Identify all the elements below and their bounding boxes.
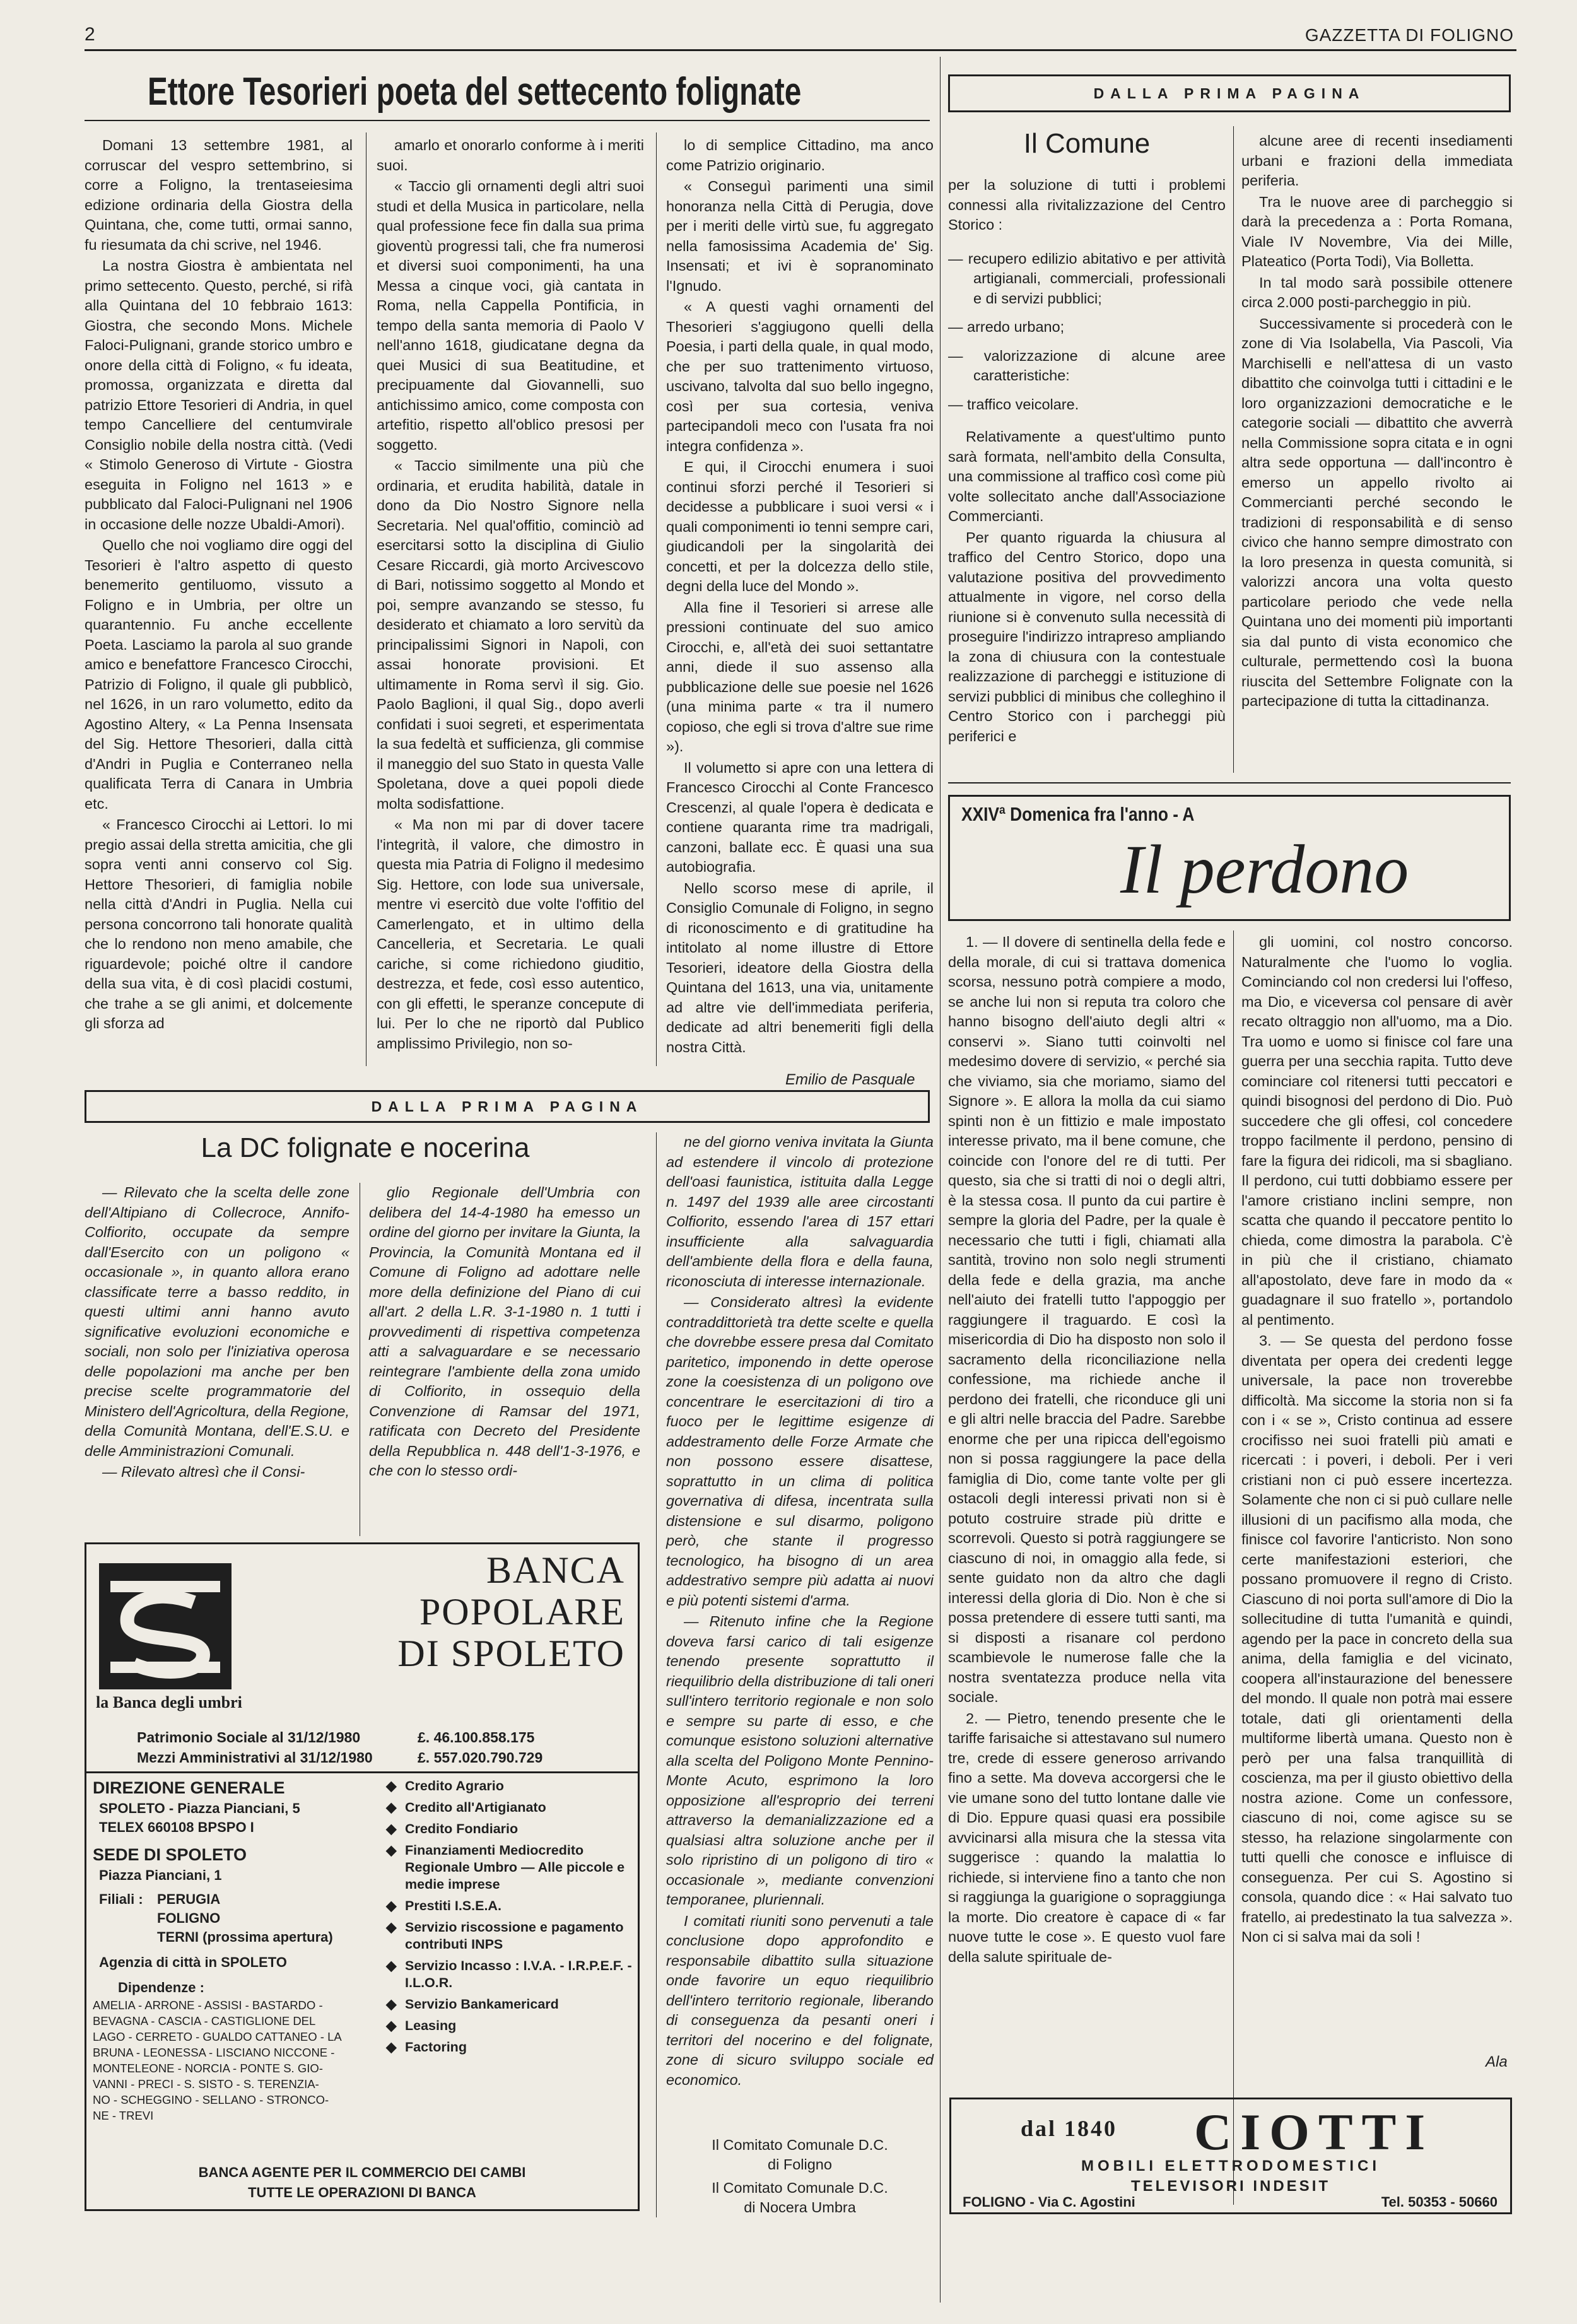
column-divider (656, 132, 657, 1066)
comune-intro: per la soluzione di tutti i problemi connessi alla rivitalizzazione del Centro Storico : (948, 177, 1226, 233)
comune-column-2 (1241, 131, 1513, 775)
dc-title: La DC folignate e nocerina (201, 1132, 530, 1163)
comune-banner (948, 74, 1511, 112)
perdono-title: Il perdono (1120, 831, 1409, 908)
perdono-column-2 (1241, 932, 1513, 2030)
paragraph: — Ritenuto infine che la Regione doveva farsi carico di tali esigenze tenendo presente soprattutto il riequilibrio della distribuzione di tali oneri sull'intero territorio regionale e non solo e sempre su parte di esso, e che comunque esistono soluzioni alternative alla scelta del Poligono Monte Pennino-Monte Acuto, esprimono la loro opposizione all'esproprio dei terreni attraverso la demanializzazione ed a qualsiasi altra soluzione anche per il solo ripristino di un poligono di tiro « occasionale », mediante convenzioni temporanee, pluriennali. (666, 1613, 934, 1908)
banca-ad[interactable] (85, 1542, 640, 2211)
dc-column-3 (666, 1132, 934, 2129)
banca-name-line: BANCA (486, 1549, 625, 1591)
dipendenza-line: VANNI - PRECI - S. SISTO - S. TERENZIA- (93, 2077, 319, 2091)
diamond-bullet-icon: ◆ (386, 1958, 397, 1973)
service-item (386, 1919, 632, 1953)
service-label: Prestiti I.S.E.A. (405, 1898, 501, 1913)
service-label: Credito Agrario (405, 1778, 504, 1793)
tesorieri-column-2 (377, 136, 644, 1082)
signature-line: di Foligno (768, 2156, 832, 2173)
newspaper-name: GAZZETTA DI FOLIGNO (1304, 25, 1514, 45)
banca-logo (99, 1563, 232, 1689)
column-divider (1233, 930, 1234, 2205)
paragraph: Tra le nuove aree di parcheggio si darà la precedenza a : Porta Romana, Viale IV Novembre, Via dei Mille, Plateatico (Porta Todi), Via Bolletta. (1241, 193, 1513, 269)
paragraph: gli uomini, col nostro concorso. Naturalmente che l'uomo lo voglia. Cominciando col non credersi lui l'offeso, ma Dio, e viceversa col pensare di avèr recato oltraggio non all'uomo, ma a Dio. Tra uomo e uomo si finisce col fare una guerra per una secchia rapita. Tutto deve cominciare col ritenersi tutti peccatori e quindi bisognosi del perdono di Dio. Può succedere che gli offesi, col concedere troppo facilmente il perdono, pensino di fare la figura dei ridicoli, ma si sbagliano. Il perdono, cui tutti dobbiamo essere per l'amore cristiano inclini sempre, non scatta che quando il peccatore pentito lo chieda, come dimostra la parabola. C'è in più che il cristiano, chiamato all'apostolato, deve fare in modo da « guadagnare il suo fratello », portandolo al pentimento. (1241, 934, 1513, 1328)
agenzia: Agenzia di città in SPOLETO (99, 1954, 287, 1970)
banca-footer (86, 2163, 638, 2203)
banca-name-line: POPOLARE (419, 1591, 625, 1633)
signature-line: di Nocera Umbra (744, 2199, 856, 2215)
banca-services (386, 1778, 632, 2060)
ciotti-phone: Tel. 50353 - 50660 (1381, 2194, 1498, 2210)
perdono-author: Ala (1486, 2053, 1508, 2070)
section-rule (948, 782, 1511, 783)
banca-rule (86, 1771, 638, 1773)
paragraph: Il volumetto si apre con una lettera di Francesco Cirocchi al Conte Francesco Crescenzi, al quale l'opera è dedicata e contiene quaranta rime tra madrigali, canzoni, ballate ecc. È quasi una sua autobiografia. (666, 759, 934, 875)
dipendenza-line: NE - TREVI (93, 2109, 154, 2122)
service-item (386, 1821, 632, 1838)
service-label: Finanziamenti Mediocredito Regionale Umbro — Alle piccole e medie imprese (405, 1843, 625, 1892)
paragraph: — Rilevato altresì che il Consi- (102, 1464, 305, 1480)
ciotti-address: FOLIGNO - Via C. Agostini (963, 2194, 1135, 2210)
diamond-bullet-icon: ◆ (386, 1800, 397, 1815)
paragraph: Successivamente si procederà con le zone di Via Isolabella, Via Pascoli, Via Marchiselli e nell'attesa di un vasto dibattito che coinvolga tutti i cittadini e le loro organizzazioni democratiche e le categorie sociali — dibattito che avverrà nella Commissione sopra citata e in ogni altra sede opportuna — dall'incontro è emerso un appello rivolto ai Commercianti perché secondo le tradizioni di responsabilità e di senso civico che hanno sempre dimostrato con la loro presenza in questa comunità, si valorizzi ancora una volta questo particolare periodo che vede nella Quintana uno dei momenti più importanti sia dal punto di vista economico che culturale, permettendo così la buona riuscita del Settembre Folignate con la partecipazione di tutta la cittadinanza. (1241, 315, 1513, 709)
diamond-bullet-icon: ◆ (386, 1997, 397, 2012)
ciotti-name: CIOTTI (1194, 2103, 1434, 2161)
direzione-address: SPOLETO - Piazza Pianciani, 5 (99, 1800, 300, 1816)
dipendenza-line: BEVAGNA - CASCIA - CASTIGLIONE DEL (93, 2014, 316, 2028)
diamond-bullet-icon: ◆ (386, 1843, 397, 1858)
banca-left-column (93, 1776, 377, 2123)
bullet-item: — valorizzazione di alcune aree caratteristiche: (948, 347, 1226, 384)
banca-name (397, 1549, 625, 1674)
paragraph: La nostra Giostra è ambientata nel primo settecento. Questo, perché, si rifà alla Quintana del 10 febbraio 1613: Giostra, che secondo Mons. Michele Faloci-Pulignani, grande storico umbro e onore della città di Foligno, « fu ideata, promossa, organizzata e diretta dal patrizio Ettore Tesorieri di Andria, in quel tempo Cancelliere del centumvirale Consiglio nobile della nostra città. (Vedi « Stimolo Generoso di Virtute - Giostra eseguita in Foligno nel 1613 » e pubblicato dal Faloci-Pulignani nel 1906 in occasione delle nozze Ubaldi-Amori). (85, 257, 353, 532)
paragraph: amarlo et onorarlo conforme à i meriti suoi. (377, 137, 644, 173)
column-divider (1233, 126, 1234, 773)
comune-title: Il Comune (1023, 128, 1151, 159)
paragraph: Alla fine il Tesorieri si arrese alle pressioni continuate del suo amico Cirocchi, e, all'età dei suoi settantatre anni, diede il suo assenso alla pubblicazione delle sue poesie nel 1626 (una minima parte « tra il numero copioso, che egli si trova d'altre sue rime »). (666, 599, 934, 754)
diamond-bullet-icon: ◆ (386, 1898, 397, 1913)
diamond-bullet-icon: ◆ (386, 2018, 397, 2033)
tesorieri-column-1 (85, 136, 353, 1082)
paragraph: Relativamente a quest'ultimo punto sarà formata, nell'ambito della Consulta, una commissione al traffico così come più volte sollecitato anche dall'Associazione Commercianti. (948, 428, 1226, 524)
mezzi-label: Mezzi Amministrativi al 31/12/1980 (137, 1749, 373, 1766)
dipendenza-line: LAGO - CERRETO - GUALDO CATTANEO - LA (93, 2030, 342, 2043)
filiali-label: Filiali : (99, 1891, 143, 1907)
telex: TELEX 660108 BPSPO I (99, 1819, 254, 1835)
perdono-column-1 (948, 932, 1226, 2213)
ciotti-since: dal 1840 (1021, 2116, 1118, 2141)
banca-logo-text: la Banca degli umbri (96, 1693, 242, 1711)
service-label: Credito all'Artigianato (405, 1800, 546, 1815)
bullet-item: — recupero edilizio abitativo e per attività artigianali, commerciali, professionali e di servizi pubblici; (948, 250, 1226, 307)
mezzi-value: £. 557.020.790.729 (418, 1749, 543, 1766)
direzione-title: DIREZIONE GENERALE (93, 1778, 285, 1797)
diamond-bullet-icon: ◆ (386, 2039, 397, 2055)
sede-title: SEDE DI SPOLETO (93, 1845, 247, 1864)
tesorieri-column-3 (666, 136, 934, 1055)
footer-line: TUTTE LE OPERAZIONI DI BANCA (248, 2185, 476, 2200)
paragraph: In tal modo sarà possibile ottenere circa 2.000 posti-parcheggio in più. (1241, 274, 1513, 310)
paragraph: I comitati riuniti sono pervenuti a tale conclusione dopo approfondito e responsabile dibattito sulla situazione onde favorire un equo riequilibrio dell'intero territorio regionale, liberando di conseguenza da pesanti oneri i territori del nocerino e del folignate, zone di sicuro sviluppo sociale ed economico. (666, 1912, 934, 2088)
service-label: Leasing (405, 2018, 457, 2033)
signature-line: Il Comitato Comunale D.C. (712, 2137, 888, 2153)
paragraph: « A questi vaghi ornamenti del Thesorieri s'aggiugono quelli della Poesia, i parti della quale, in qual modo, che per suo trattenimento virtuoso, uscivano, talvolta dal suo bello ingegno, così per sua cortesia, veniva partecipandoli meco con l'usata fra noi integra confidenza ». (666, 298, 934, 454)
patrimonio-value: £. 46.100.858.175 (418, 1729, 535, 1746)
paragraph: Quello che noi vogliamo dire oggi del Tesorieri è l'altro aspetto di questo benemerito gentiluomo, vissuto a Foligno e in Umbria, per oltre un quarantennio. Fu anche eccellente Poeta. Lasciamo la parola al suo grande amico e benefattore Francesco Cirocchi, Patrizio di Foligno, il quale gli pubblicò, nel 1626, in un raro volumetto, edito da Agostino Altery, « La Penna Insensata del Sig. Hettore Thesorieri, dalla città d'Andri in Puglia e Conterraneo nella qualificata Terra di Canara in Umbria etc. (85, 537, 353, 812)
service-item (386, 1842, 632, 1893)
diamond-bullet-icon: ◆ (386, 1920, 397, 1935)
dc-column-1 (85, 1183, 349, 1536)
paragraph: ne del giorno veniva invitata la Giunta ad estendere il vincolo di protezione dell'oasi faunistica, istituita dalla Legge n. 1497 del 1939 alle aree circostanti Colfiorito, essendo l'area di 157 ettari insufficiente alla salvaguardia dell'ambiente della flora e della fauna, riconosciuta di interesse internazionale. (666, 1134, 934, 1289)
service-label: Servizio Bankamericard (405, 1997, 559, 2012)
paragraph: Nello scorso mese di aprile, il Consiglio Comunale di Foligno, in segno di riconoscimento e di gratitudine ha intitolato al nome illustre di Ettore Tesorieri, ideatore della Giostra della Quintana del 1613, una via, unitamente ad altre vie dell'immediata periferia, dedicate ad altri benemeriti figli della nostra Città. (666, 879, 934, 1055)
paragraph: lo di semplice Cittadino, ma anco come Patrizio originario. (666, 137, 934, 173)
paragraph: — Rilevato che la scelta delle zone dell'Altipiano di Collecroce, Annifo-Colfiorito, occupate da sempre dall'Esercito con un poligono « occasionale », in quanto allora erano classificate terre a basso reddito, in questi ultimi anni hanno avuto significative evoluzioni economiche e sociali, non solo per l'iniziativa operosa delle popolazioni ma anche per ben precise scelte programmatorie del Ministero dell'Agricoltura, della Regione, della Comunità Montana, dell'E.S.U. e delle Amministrazioni Comunali. (85, 1184, 349, 1459)
dipendenza-line: MONTELEONE - NORCIA - PONTE S. GIO- (93, 2062, 323, 2075)
column-divider (656, 1132, 657, 2217)
paragraph: « Taccio similmente una più che ordinaria, et erudita habilità, datale in dono da Dio Nostro Signore nella Secretaria. Nel qual'offitio, cominciò ad esercitarsi sotto la disciplina di Giulio Cesare Riccardi, già morto Arcivescovo di Bari, notissimo soggetto al Mondo et poi, sempre avanzando se stesso, fu desiderato et chiamato a loro servitù da principalissimi Signori in Napoli, con assai honorate provisioni. Et ultimamente in Roma servì il sig. Gio. Paolo Baglioni, il qual Sig., dopo averli confidati i suoi segreti, et esperimentata la sua fedeltà et sufficienza, gli commise il maneggio del suo Stato in questa Valle Spoletana, dove a quei popoli diede molta sodisfattione. (377, 457, 644, 812)
comune-column-1 (948, 175, 1226, 776)
filiale: TERNI (prossima apertura) (157, 1929, 333, 1945)
service-label: Servizio riscossione e pagamento contributi INPS (405, 1920, 624, 1952)
banca-logo-icon (99, 1563, 232, 1689)
banca-name-line: DI SPOLETO (397, 1633, 625, 1674)
filiale: PERUGIA (157, 1891, 221, 1907)
dipendenza-line: BRUNA - LEONESSA - LISCIANO NICCONE - (93, 2046, 335, 2059)
sede-address: Piazza Pianciani, 1 (99, 1867, 222, 1883)
dipendenze-label: Dipendenze : (118, 1980, 204, 1995)
dipendenza-line: NO - SCHEGGINO - SELLANO - STRONCO- (93, 2093, 329, 2106)
paragraph: glio Regionale dell'Umbria con delibera del 14-4-1980 ha emesso un ordine del giorno per invitare la Giunta, la Provincia, la Comunità Montana ed il Comune di Foligno ad adottare nelle more della definizione del Piano di cui all'art. 2 della L.R. 3-1-1980 n. 1 tutti i provvedimenti di rispettiva competenza atti a salvaguardare e se necessario reintegrare l'ambiente della zona umido di Colfiorito, in ossequio della Convenzione di Ramsar del 1971, ratificata con Decreto del Presidente della Repubblica n. 448 dell'1-3-1976, e che con lo stesso ordi- (369, 1184, 640, 1479)
title-rule (85, 120, 930, 121)
paragraph: E qui, il Cirocchi enumera i suoi continui sforzi perché il Tesorieri si decidesse a pubblicare i suoi versi « i quali componimenti io tenni sempre cari, giudicandoli per la singolarità dei concetti, et per la dolcezza dello stile, degni della luce del Mondo ». (666, 459, 934, 594)
article-title: Ettore Tesorieri poeta del settecento folignate (148, 70, 802, 114)
banca-figures (137, 1727, 542, 1768)
service-item (386, 1778, 632, 1795)
bullet-item: — arredo urbano; (948, 319, 1065, 335)
diamond-bullet-icon: ◆ (386, 1821, 397, 1836)
service-item (386, 1799, 632, 1816)
header-rule (85, 49, 1516, 51)
service-item (386, 2039, 632, 2056)
patrimonio-label: Patrimonio Sociale al 31/12/1980 (137, 1729, 361, 1746)
diamond-bullet-icon: ◆ (386, 1778, 397, 1793)
perdono-kicker: XXIVª Domenica fra l'anno - A (961, 803, 1195, 825)
service-label: Factoring (405, 2039, 467, 2055)
paragraph: « Francesco Cirocchi ai Lettori. Io mi pregio assai della stretta amicitia, che gli sopra venti anni conservo col Sig. Hettore Thesorieri, di famiglia nobile nella città d'Andri in Puglia. Nella cui persona concorrono tali honorate qualità che lo rendono non meno amabile, che riguardevole; poiché oltre il candore della sua vita, è di così placidi costumi, che trahe a se gli animi, et dolcemente gli sforza ad (85, 816, 353, 1031)
paragraph: 1. — Il dovere di sentinella della fede e della morale, di cui si trattava domenica scorsa, nessuno potrà compiere a modo, se anche lui non si reputa tra coloro che hanno bisogno dell'aiuto degli altri « conservi ». Siano tutti coinvolti nel medesimo dovere di servizio, « perché sia che viviamo, sia che moriamo, siamo del Signore ». E allora la molla da cui siamo spinti non è un fittizio e male impostato interesse privato, ma il bene comune, che coincide con l'onore del re di tutti. Per questo, sia che si tratti di noi o degli altri, è la stessa cosa. Il punto da cui partire è sempre la gloria del Padre, per la quale è necessario che tutti i figli, chiamati alla santità, trovino non solo negli strumenti della fede e della grazia, ma anche nell'aiuto dei fratelli tutto l'appoggio per raggiungere il traguardo. E così la misericordia di Dio ha disposto non solo il sacramento della riconciliazione nella confessione, ma richiede anche il perdono dei fratelli, che riconduce gli uni e gli altri nelle braccia del Padre. Sarebbe enorme che per una ripicca dell'egoismo non si possa raggiungere la pace della famiglia di Dio, come tante volte per gli ostacoli degli interessi privati non si è potuto costruire strade più dritte e scorrevoli. Questo si potrà raggiungere se ciascuno di noi, in omaggio alla fede, si sente guidato non da altro che dagli interessi della gloria di Dio. Non è che si possa pretendere di essere tutti santi, ma si disposti a risanare col perdono scambievole le numerose falle che la nostra sventatezza produce nella vita sociale. (948, 934, 1226, 1705)
paragraph: « Ma non mi par di dover tacere l'integrità, il valore, che dimostro in questa mia Patria di Foligno il medesimo Sig. Hettore, con lode sua universale, mentre vi esercitò due volte l'offitio del Camerlengato, et in ultimo della Cancelleria, et Secretaria. Le quali cariche, si come richiedono giuditio, destrezza, et fede, così esso autentico, con gli effetti, le speranze concepute di lui. Per lo che ne riportò dal Publico amplissimo Privilegio, non so- (377, 816, 644, 1052)
service-item (386, 2017, 632, 2034)
dc-column-2 (369, 1183, 640, 1536)
paragraph: — Considerato altresì la evidente contraddittorietà tra dette scelte e quella che dovrebbe essere presa dal Comitato paritetico, imponendo in dette operose zone la coesistenza di un poligono ove concentrare le esercitazioni di tiro a fuoco per le legittime esigenze di addestramento delle Forze Armate che non possono essere disattese, soprattutto in un clima di politica governativa di difesa, incentrata sulla distensione e sul disarmo, poligono però, che stante il progresso tecnologico, ha bisogno di un area addestrativo sempre più adatta ai nuovi e più potenti sistemi d'arma. (666, 1294, 934, 1609)
service-item (386, 1957, 632, 1992)
page-number: 2 (85, 24, 95, 45)
ciotti-line-1: MOBILI ELETTRODOMESTICI (1081, 2157, 1380, 2174)
service-label: Servizio Incasso : I.V.A. - I.R.P.E.F. - I.L.O.R. (405, 1958, 632, 1990)
dc-banner (85, 1090, 930, 1123)
tesorieri-author: Emilio de Pasquale (785, 1071, 915, 1088)
service-item (386, 1898, 632, 1915)
banner-label: DALLA PRIMA PAGINA (1093, 85, 1366, 102)
paragraph: Domani 13 settembre 1981, al corruscar del vespro settembrino, si corre a Foligno, la trentaseiesima edizione ordinaria della Giostra della Quintana, che, come tutti, ormai sanno, fu riesumata da chi scrive, nel 1946. (85, 137, 353, 253)
paragraph: alcune aree di recenti insediamenti urbani e frazioni della immediata periferia. (1241, 132, 1513, 189)
ciotti-ad[interactable] (949, 2098, 1512, 2214)
paragraph: Per quanto riguarda la chiusura al traffico del Centro Storico, dopo una valutazione positiva del provvedimento attualmente in vigore, nel corso della riunione si è convenuto sulla necessità di proseguire l'indirizzo intrapreso ampliando la zona di chiusura con la contestuale realizzazione di parcheggi e istituzione di servizi pubblici di minibus che colleghino il Centro Storico con i parcheggi più periferici e (948, 529, 1226, 744)
paragraph: « Conseguì parimenti una simil honoranza nella Città di Perugia, dove per i meriti delle virtù sue, fu aggregato nella famosissima Academia de' Sig. Insensati; et ivi è sopranominato l'Ignudo. (666, 178, 934, 294)
banner-label: DALLA PRIMA PAGINA (371, 1098, 643, 1115)
paragraph: 2. — Pietro, tenendo presente che le tariffe farisaiche si attestavano sul numero tre, crede di essere generoso arrivando fino a sette. Ma doveva accorgersi che le vie umane sono del tutto lontane dalle vie di Dio. Eppure quasi quasi era possibile avvicinarsi alla misura che la stessa vita suggerisce : quando la malattia lo richiede, si interviene fino a tanto che non si raggiunga la guarigione o sopraggiunga la morte. Dio creatore è capace di « far nuove tutte le cose ». E questo vuol fare della salute spirituale de- (948, 1710, 1226, 1965)
footer-line: BANCA AGENTE PER IL COMMERCIO DEI CAMBI (198, 2164, 526, 2180)
dc-signatures (666, 2135, 934, 2217)
filiale: FOLIGNO (157, 1910, 221, 1926)
service-item (386, 1996, 632, 2013)
dipendenza-line: AMELIA - ARRONE - ASSISI - BASTARDO - (93, 1998, 323, 2012)
bullet-item: — traffico veicolare. (948, 396, 1079, 413)
service-label: Credito Fondiario (405, 1821, 519, 1836)
paragraph: « Taccio gli ornamenti degli altri suoi studi et della Musica in particolare, nella qual professione fece fin dalla sua prima gioventù progressi tali, che fra numerosi et diversi suoi componimenti, ha una Messa a cinque voci, già cantata in Roma, nella Cappella Pontificia, in tempo della santa memoria di Paolo V nell'anno 1618, giudicatane degna da quei Musici di sua Beatitudine, et precipuamente dal Giovannelli, suo antichissimo amico, come composta con artefitio, rispetto all'oblico presosi per soggetto. (377, 178, 644, 453)
perdono-header-box (948, 795, 1511, 921)
vertical-rule (940, 57, 941, 2303)
paragraph: 3. — Se questa del perdono fosse diventata per opera dei credenti legge universale, la pace non troverebbe difficoltà. Ma siccome la storia non si fa con i « se », Cristo continua ad essere crocifisso nei suoi fratelli più amati e ricercati : i poveri, i deboli. Per i veri cristiani non ci può essere incertezza. Solamente che non ci si può cullare nelle illusioni di un pacifismo alla moda, che finisce col favorire l'anticristo. Non sono certe manifestazioni esteriori, che possano promuovere il regno di Cristo. Ciascuno di noi porta sull'amore di Dio la sollecitudine di tutta l'umanità e quindi, agendo per la pace in concreto della sua anima, della famiglia e del vicinato, cooperа all'instaurazione del benessere del mondo. Il quale non potrà mai essere totale, dati gli orientamenti della multiforme libertà umana. Questo non è però per una falsa tranquillità di coscienza, ma per il giusto obiettivo della nostra azione. Come un confessore, ciascuno di noi, come agisce su se stesso, ha relazione singolarmente con tutti quelli che conosce e influisce di conseguenza. Per cui S. Agostino si consola, quando dice : « Hai salvato tuo fratello, ai predestinato la tua salvezza ». Non ci si salva mai da soli ! (1241, 1332, 1513, 1945)
ciotti-line-2: TELEVISORI INDESIT (1130, 2178, 1331, 2195)
dipendenze-list (93, 1997, 377, 2123)
signature-line: Il Comitato Comunale D.C. (712, 2180, 888, 2196)
